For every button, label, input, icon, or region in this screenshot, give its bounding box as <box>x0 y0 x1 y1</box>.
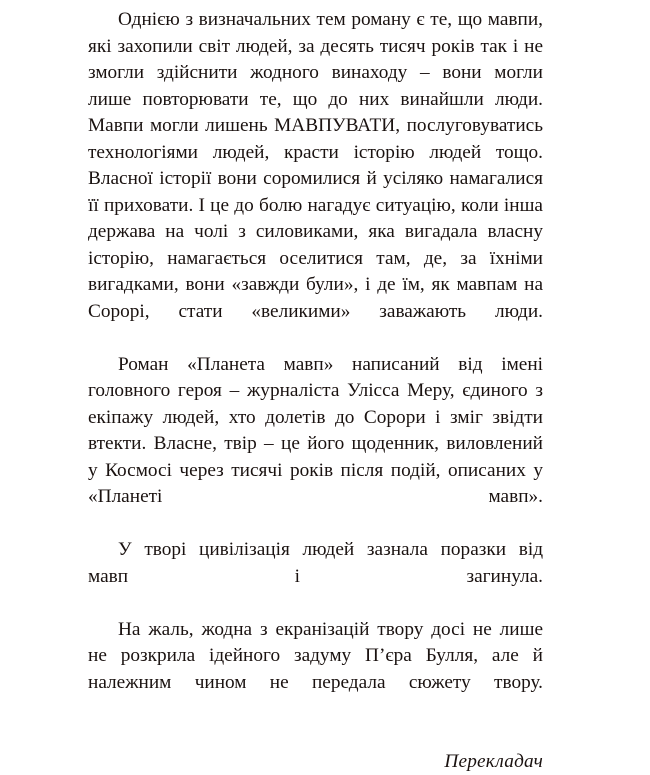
translator-signature: Перекладач <box>88 749 543 775</box>
paragraph: Однією з визначальних тем роману є те, що мавпи, які захопили світ людей, за десять тисяч років так і не змогли здійснити жодного винаходу – вони могли лише повторювати те, що до них винайшли люди. Мавпи могли лишень МАВПУВАТИ, послуговуватись технологіями людей, красти історію людей тощо. Власної історії вони соромилися й усіляко намагалися її приховати. І це до болю нагадує ситуацію, коли інша держава на чолі з силовиками, яка вигадала власну історію, намагається оселитися там, де, за їхніми вигадками, вони «завжди були», і де їм, як мавпам на Сорорі, стати «великими» заважають люди. <box>88 7 543 352</box>
paragraph: У творі цивілізація людей зазнала поразки від мавп і загинула. <box>88 537 543 617</box>
paragraph: Роман «Планета мавп» написаний від імені головного героя – журналіста Улісса Меру, єдиного з екіпажу людей, хто долетів до Сорори і зміг звідти втекти. Власне, твір – це його щоденник, виловлений у Космосі через тисячі років після подій, описаних у «Планеті мавп». <box>88 352 543 538</box>
paragraph: На жаль, жодна з екранізацій твору досі не лише не розкрила ідейного задуму П’єра Булля, але й належним чином не передала сюжету твору. <box>88 617 543 723</box>
